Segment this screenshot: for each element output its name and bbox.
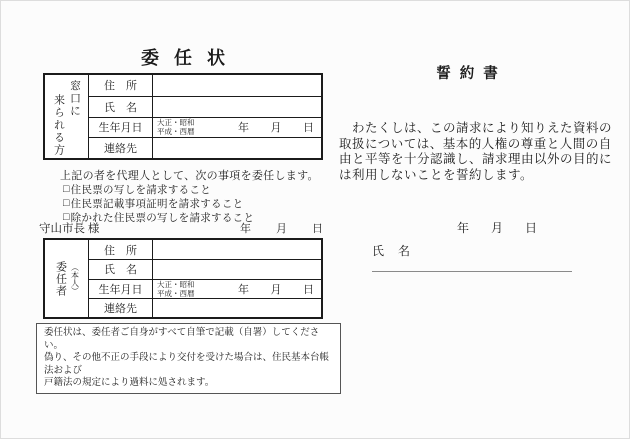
principal-address-label: 住 所: [88, 240, 152, 259]
principal-side-label: [45, 240, 88, 317]
oath-body-line: 由と平等を十分認識し、請求理由以外の目的に: [339, 152, 613, 167]
year-label: 年: [238, 122, 249, 135]
applicant-birthdate-ymd: [238, 119, 314, 135]
oath-body-line: は利用しないことを誓約します。: [339, 167, 534, 182]
month-label: 月: [270, 283, 282, 296]
oath-title: 誓約書: [436, 66, 507, 82]
mayor-line: [39, 220, 323, 236]
day-label: 日: [303, 122, 314, 135]
oath-name-label: 氏 名: [372, 244, 412, 258]
applicant-table: [43, 73, 323, 160]
oath-body: [339, 121, 629, 183]
caution-line: 戸籍法の規定により過料に処されます。: [44, 378, 215, 389]
delegation-item-label: 除かれた住民票の写しを請求すること: [70, 212, 255, 224]
checkbox-icon[interactable]: □: [63, 197, 70, 209]
principal-address-field[interactable]: [152, 240, 321, 259]
checkbox-icon[interactable]: □: [63, 211, 70, 223]
power-of-attorney-title: 委任状: [141, 48, 240, 68]
signature-line[interactable]: [372, 257, 572, 272]
delegation-checklist: [63, 182, 254, 225]
principal-name-label: 氏 名: [88, 259, 152, 278]
delegation-date-line: [240, 220, 323, 236]
month-label: 月: [491, 221, 504, 235]
applicant-birthdate-label: 生年月日: [88, 117, 152, 138]
year-label: 年: [238, 283, 249, 296]
day-label: 日: [312, 223, 323, 235]
era-options: 大正・昭和 平成・西暦: [157, 118, 195, 137]
oath-date-line: [457, 219, 537, 236]
delegation-item-label: 住民票の写しを請求すること: [70, 184, 212, 196]
applicant-name-label: 氏 名: [88, 96, 152, 117]
month-label: 月: [270, 122, 282, 135]
day-label: 日: [525, 221, 538, 235]
mayor-label: 守山市長 様: [39, 223, 100, 235]
caution-line: 委任状は、委任者ご自身がすべて自筆で記載（自署）してください。: [44, 328, 320, 351]
applicant-side-label-line2: 来られる方: [52, 94, 65, 157]
principal-side-label-main: 委任者: [54, 260, 67, 297]
principal-birthdate-field[interactable]: [152, 279, 321, 298]
applicant-contact-label: 連絡先: [88, 137, 152, 158]
caution-box: [36, 323, 341, 394]
delegation-intro: 上記の者を代理人として、次の事項を委任します。: [60, 170, 319, 182]
delegation-item: [63, 196, 254, 210]
applicant-name-field[interactable]: [152, 96, 321, 117]
checkbox-icon[interactable]: □: [63, 183, 70, 195]
day-label: 日: [303, 283, 314, 296]
oath-body-line: わたくしは、この請求により知りえた資料の: [339, 121, 613, 135]
month-label: 月: [276, 223, 287, 235]
year-label: 年: [240, 223, 251, 235]
delegation-item: [63, 182, 254, 196]
principal-birthdate-ymd: [238, 281, 314, 297]
principal-contact-label: 連絡先: [88, 298, 152, 317]
applicant-address-label: 住 所: [88, 75, 152, 96]
caution-line: 偽り、その他不正の手段により交付を受けた場合は、住民基本台帳法および: [44, 353, 330, 376]
applicant-birthdate-field[interactable]: [152, 117, 321, 138]
applicant-side-label-line1: 窓口に: [68, 80, 81, 118]
applicant-address-field[interactable]: [152, 75, 321, 96]
principal-contact-field[interactable]: [152, 298, 321, 317]
principal-name-field[interactable]: [152, 259, 321, 278]
delegation-item-label: 住民票記載事項証明を請求すること: [70, 198, 244, 210]
era-options: 大正・昭和 平成・西暦: [157, 279, 195, 298]
applicant-side-label: [45, 75, 88, 158]
oath-body-line: 取扱については、基本的人権の尊重と人間の自: [339, 136, 612, 151]
year-label: 年: [457, 221, 470, 235]
principal-side-label-sub: （本人）: [70, 262, 80, 295]
principal-birthdate-label: 生年月日: [88, 279, 152, 298]
applicant-contact-field[interactable]: [152, 137, 321, 158]
principal-table: [43, 238, 323, 319]
